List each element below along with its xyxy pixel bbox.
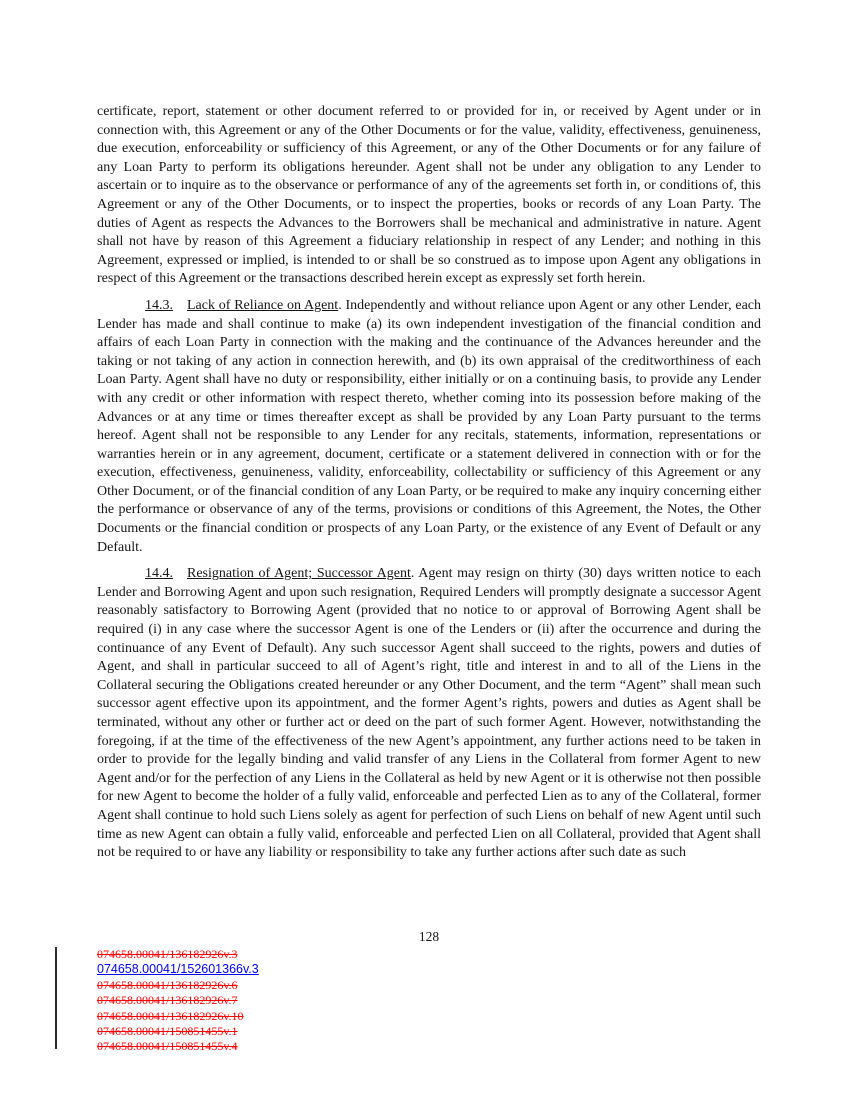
section-14-4-title: Resignation of Agent; Successor Agent	[187, 566, 411, 582]
section-14-3-number: 14.3.	[145, 297, 173, 313]
section-14-3-text: . Independently and without reliance upon Agent or any other Lender, each Lender has made and shall continue to make (a) its own independent investigation of the financial condition and affairs of each Loan Party in connection with the making and the continuance of the Advances hereunder and the taking or not taking of any action in connection herewith, and (b) its own appraisal of the creditworthiness of each Loan Party. Agent shall have no duty or responsibility, either initially or on a continuing basis, to provide any Lender with any credit or other information with respect thereto, whether coming into its possession before making of the Advances or at any time or times thereafter except as shall be provided by any Loan Party pursuant to the terms hereof. Agent shall not be responsible to any Lender for any recitals, statements, information, representations or warranties herein or in any agreement, document, certificate or a statement delivered in connection with or for the execution, effectiveness, genuineness, validity, enforceability, collectability or sufficiency of this Agreement or any Other Document, or of the financial condition of any Loan Party, or be required to make any inquiry concerning either the performance or observance of any of the terms, provisions or conditions of this Agreement, the Notes, the Other Documents or the financial condition or prospects of any Loan Party, or the existence of any Event of Default or any Default.	[97, 297, 761, 555]
section-14-3-title: Lack of Reliance on Agent	[187, 297, 339, 313]
revision-line-inserted: 074658.00041/152601366v.3	[97, 962, 259, 977]
page-number: 128	[418, 929, 440, 944]
section-14-3-paragraph	[97, 297, 761, 557]
revision-line-deleted: 074658.00041/136182926v.3	[97, 947, 238, 961]
change-bar	[55, 947, 57, 1049]
section-14-4-text: . Agent may resign on thirty (30) days written notice to each Lender and Borrowing Agent and upon such resignation, Required Lenders will promptly designate a successor Agent reasonably satisfactory to Borrowing Agent (provided that no notice to or approval of Borrowing Agent shall be required (i) in any case where the successor Agent is one of the Lenders or (ii) after the occurrence and during the continuance of any Event of Default). Any such successor Agent shall succeed to the rights, powers and duties of Agent, and shall in particular succeed to all of Agent’s right, title and interest in and to all of the Liens in the Collateral securing the Obligations created hereunder or any Other Document, and the term “Agent” shall mean such successor agent effective upon its appointment, and the former Agent’s rights, powers and duties as Agent shall be terminated, without any other or further act or deed on the part of such former Agent. However, notwithstanding the foregoing, if at the time of the effectiveness of the new Agent’s appointment, any further actions need to be taken in order to provide for the legally binding and valid transfer of any Liens in the Collateral from former Agent to new Agent and/or for the perfection of any Liens in the Collateral as held by new Agent or it is otherwise not then possible for new Agent to become the holder of a fully valid, enforceable and perfected Lien as to any of the Collateral, former Agent shall continue to hold such Liens solely as agent for perfection of such Liens on behalf of new Agent until such time as new Agent can obtain a fully valid, enforceable and perfected Lien on all Collateral, provided that Agent shall not be required to or have any liability or responsibility to take any further actions after such date as such	[97, 566, 761, 861]
section-14-4-number: 14.4.	[145, 566, 173, 582]
revision-line-deleted: 074658.00041/150851455v.4	[97, 1039, 238, 1054]
body-text-block	[97, 103, 761, 871]
continuation-paragraph	[97, 103, 761, 289]
footer-revisions	[97, 947, 259, 1055]
revision-line-deleted: 074658.00041/136182926v.7	[97, 993, 238, 1008]
continuation-paragraph-text: certificate, report, statement or other document referred to or provided for in, or received by Agent under or in connection with, this Agreement or any of the Other Documents or for the value, validity, effectiveness, genuineness, due execution, enforceability or sufficiency of this Agreement, or any of the Other Documents or for any failure of any Loan Party to perform its obligations hereunder. Agent shall not be under any obligation to any Lender to ascertain or to inquire as to the observance or performance of any of the agreements set forth in, or conditions of, this Agreement or any of the Other Documents, or to inspect the properties, books or records of any Loan Party. The duties of Agent as respects the Advances to the Borrowers shall be mechanical and administrative in nature. Agent shall not have by reason of this Agreement a fiduciary relationship in respect of any Lender; and nothing in this Agreement, expressed or implied, is intended to or shall be so construed as to impose upon Agent any obligations in respect of this Agreement or the transactions described herein except as expressly set forth herein.	[97, 104, 761, 287]
revision-line-deleted: 074658.00041/150851455v.1	[97, 1024, 238, 1039]
section-14-4-paragraph	[97, 565, 761, 863]
revision-line-deleted: 074658.00041/136182926v.10	[97, 1008, 244, 1023]
revision-line-deleted: 074658.00041/136182926v.6	[97, 977, 238, 992]
